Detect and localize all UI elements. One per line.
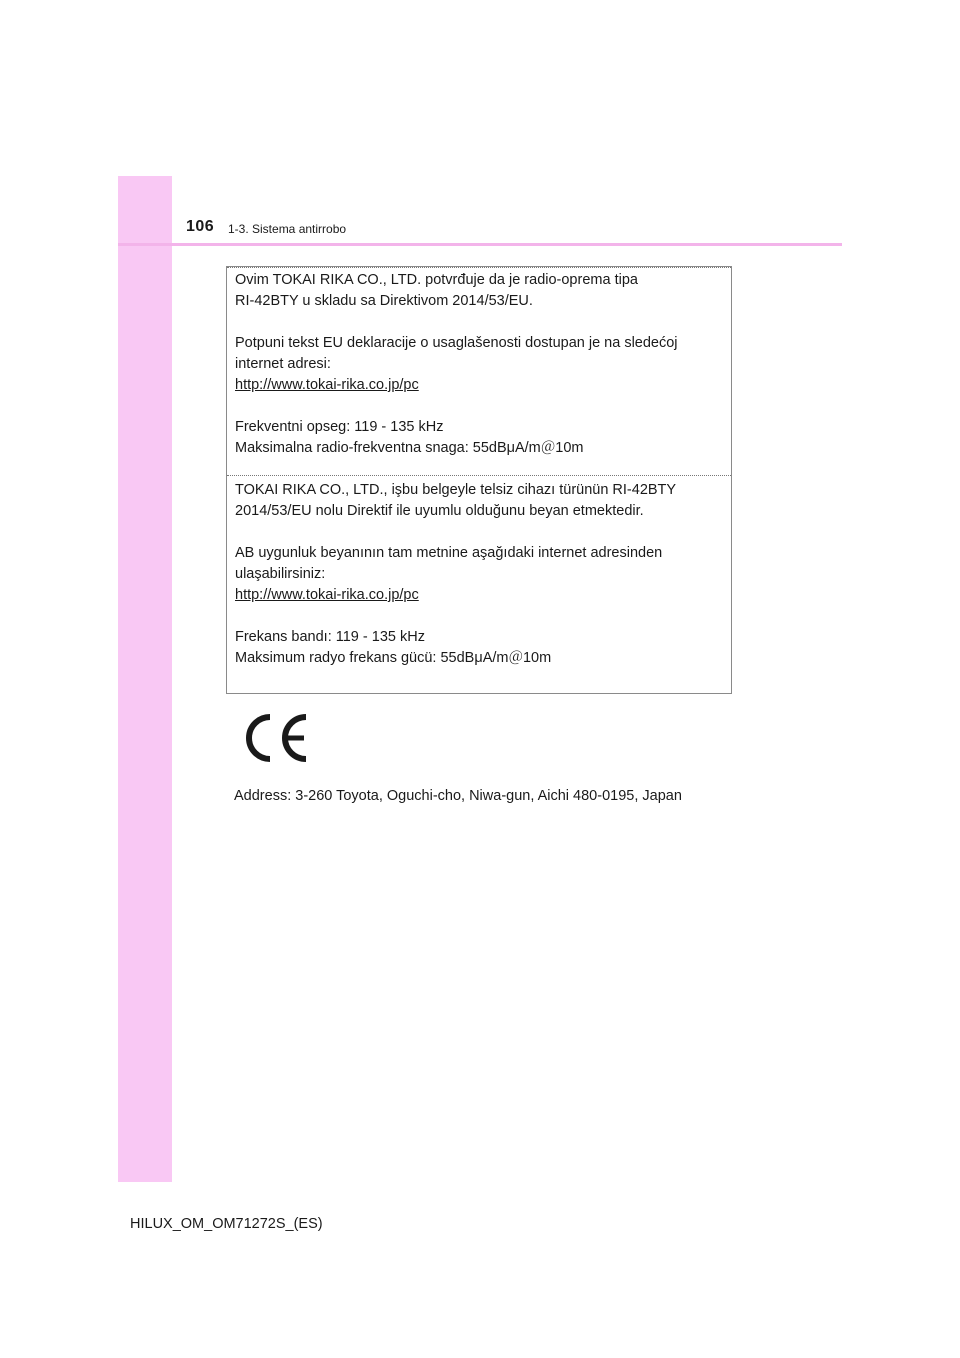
text-line: Ovim TOKAI RIKA CO., LTD. potvrđuje da je radio-oprema tipa [235, 272, 638, 288]
document-code: HILUX_OM_OM71272S_(ES) [130, 1216, 323, 1232]
text-line: internet adresi: [235, 356, 331, 372]
text-line: Frekventni opseg: 119 - 135 kHz [235, 419, 444, 435]
side-tab-bar [118, 176, 172, 1182]
text-line: Frekans bandı: 119 - 135 kHz [235, 629, 425, 645]
text-line: AB uygunluk beyanının tam metnine aşağıdaki internet adresinden [235, 545, 663, 561]
manufacturer-address: Address: 3-260 Toyota, Oguchi-cho, Niwa-gun, Aichi 480-0195, Japan [234, 788, 682, 804]
declaration-link[interactable]: http://www.tokai-rika.co.jp/pc [235, 377, 419, 393]
text-line: ulaşabilirsiniz: [235, 566, 326, 582]
declaration-link[interactable]: http://www.tokai-rika.co.jp/pc [235, 587, 419, 603]
box-divider [227, 475, 731, 476]
header-rule [118, 243, 842, 246]
ce-mark-icon [242, 713, 312, 763]
text-line: Maksimum radyo frekans gücü: 55dBμA/m＠10m [235, 650, 552, 666]
section-title: 1-3. Sistema antirrobo [228, 222, 347, 236]
declaration-box [226, 266, 732, 694]
text-line: RI-42BTY u skladu sa Direktivom 2014/53/EU. [235, 293, 533, 309]
declaration-turkish [235, 480, 725, 669]
text-line: Maksimalna radio-frekventna snaga: 55dBμA/m＠10m [235, 440, 584, 456]
page-number: 106 [186, 218, 215, 235]
text-line: Potpuni tekst EU deklaracije o usaglašenosti dostupan je na sledećoj [235, 335, 678, 351]
text-line: 2014/53/EU nolu Direktif ile uyumlu olduğunu beyan etmektedir. [235, 503, 644, 519]
declaration-serbian [235, 270, 725, 459]
text-line: TOKAI RIKA CO., LTD., işbu belgeyle telsiz cihazı türünün RI-42BTY [235, 482, 677, 498]
